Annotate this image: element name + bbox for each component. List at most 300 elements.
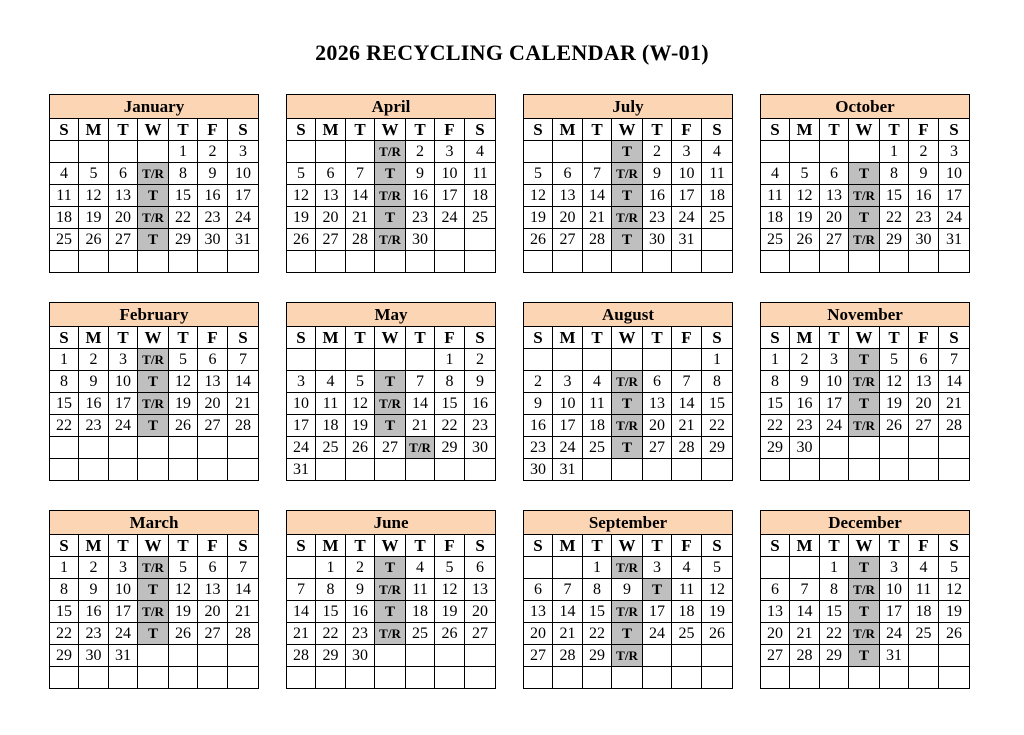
day-cell: 20 [909, 393, 939, 415]
day-cell: 14 [672, 393, 702, 415]
week-row [50, 251, 259, 273]
day-cell: 31 [228, 229, 259, 251]
day-cell: 27 [198, 415, 228, 437]
empty-cell [50, 437, 79, 459]
month-name: January [50, 95, 259, 119]
empty-cell [909, 667, 939, 689]
empty-cell [79, 437, 109, 459]
day-cell: 11 [909, 579, 939, 601]
pickup-day: T [375, 371, 406, 393]
day-cell: 27 [820, 229, 849, 251]
week-row [761, 185, 970, 207]
day-cell: 9 [612, 579, 643, 601]
empty-cell [138, 437, 169, 459]
day-cell: 8 [583, 579, 612, 601]
pickup-day: T/R [375, 579, 406, 601]
empty-cell [909, 459, 939, 481]
empty-cell [228, 667, 259, 689]
empty-cell [79, 251, 109, 273]
day-cell: 18 [761, 207, 790, 229]
day-cell: 4 [672, 557, 702, 579]
empty-cell [909, 251, 939, 273]
pickup-day: T/R [849, 229, 880, 251]
week-row [761, 371, 970, 393]
pickup-day: T/R [849, 415, 880, 437]
day-cell: 15 [880, 185, 909, 207]
month-name: September [524, 511, 733, 535]
day-cell: 29 [169, 229, 198, 251]
pickup-day: T [612, 141, 643, 163]
day-cell: 31 [553, 459, 583, 481]
empty-cell [109, 251, 138, 273]
day-cell: 22 [761, 415, 790, 437]
weekday-header: S [702, 535, 733, 557]
week-row [761, 601, 970, 623]
day-cell: 29 [316, 645, 346, 667]
weekday-header: F [198, 535, 228, 557]
month-october [760, 94, 970, 273]
empty-cell [109, 437, 138, 459]
day-cell: 30 [524, 459, 553, 481]
day-cell: 26 [880, 415, 909, 437]
empty-cell [375, 667, 406, 689]
day-cell: 30 [346, 645, 375, 667]
week-row [50, 579, 259, 601]
empty-cell [138, 645, 169, 667]
day-cell: 21 [790, 623, 820, 645]
day-cell: 21 [406, 415, 435, 437]
weekday-header: M [553, 119, 583, 141]
pickup-day: T/R [849, 185, 880, 207]
weekday-header: F [909, 119, 939, 141]
empty-cell [435, 645, 465, 667]
empty-cell [316, 349, 346, 371]
week-row [524, 251, 733, 273]
weekday-header: T [346, 327, 375, 349]
weekday-header: M [79, 327, 109, 349]
day-cell: 24 [435, 207, 465, 229]
empty-cell [553, 141, 583, 163]
empty-cell [909, 645, 939, 667]
empty-cell [849, 667, 880, 689]
day-cell: 3 [109, 349, 138, 371]
month-january [49, 94, 259, 273]
pickup-day: T [849, 601, 880, 623]
day-cell: 27 [524, 645, 553, 667]
pickup-day: T/R [612, 415, 643, 437]
pickup-day: T/R [375, 141, 406, 163]
day-cell: 11 [672, 579, 702, 601]
week-row [287, 645, 496, 667]
empty-cell [435, 251, 465, 273]
day-cell: 15 [702, 393, 733, 415]
week-row [287, 207, 496, 229]
week-row [50, 163, 259, 185]
day-cell: 1 [880, 141, 909, 163]
day-cell: 2 [524, 371, 553, 393]
month-july [523, 94, 733, 273]
day-cell: 28 [287, 645, 316, 667]
empty-cell [228, 459, 259, 481]
empty-cell [880, 459, 909, 481]
week-row [761, 229, 970, 251]
pickup-day: T [138, 415, 169, 437]
pickup-day: T [138, 229, 169, 251]
day-cell: 20 [109, 207, 138, 229]
day-cell: 28 [583, 229, 612, 251]
week-row [50, 185, 259, 207]
empty-cell [465, 251, 496, 273]
week-row [524, 185, 733, 207]
pickup-day: T/R [138, 163, 169, 185]
weekday-header: S [761, 119, 790, 141]
week-row [287, 251, 496, 273]
day-cell: 13 [198, 371, 228, 393]
weekday-header: M [316, 119, 346, 141]
pickup-day: T [849, 557, 880, 579]
pickup-day: T [138, 371, 169, 393]
weekday-header: T [109, 535, 138, 557]
day-cell: 17 [553, 415, 583, 437]
week-row [761, 623, 970, 645]
day-cell: 28 [228, 415, 259, 437]
empty-cell [287, 667, 316, 689]
empty-cell [612, 349, 643, 371]
day-cell: 26 [790, 229, 820, 251]
day-cell: 11 [316, 393, 346, 415]
day-cell: 15 [761, 393, 790, 415]
week-row [287, 349, 496, 371]
month-march [49, 510, 259, 689]
day-cell: 3 [939, 141, 970, 163]
pickup-day: T [849, 393, 880, 415]
day-cell: 1 [702, 349, 733, 371]
weekday-header: T [820, 119, 849, 141]
month-name: October [761, 95, 970, 119]
day-cell: 13 [643, 393, 672, 415]
day-cell: 20 [761, 623, 790, 645]
day-cell: 15 [583, 601, 612, 623]
day-cell: 25 [406, 623, 435, 645]
week-row [287, 623, 496, 645]
pickup-day: T [849, 207, 880, 229]
day-cell: 31 [672, 229, 702, 251]
empty-cell [169, 667, 198, 689]
day-cell: 6 [643, 371, 672, 393]
empty-cell [583, 349, 612, 371]
day-cell: 10 [553, 393, 583, 415]
day-cell: 7 [406, 371, 435, 393]
day-cell: 8 [316, 579, 346, 601]
day-cell: 13 [109, 185, 138, 207]
day-cell: 28 [228, 623, 259, 645]
day-cell: 2 [79, 557, 109, 579]
day-cell: 16 [643, 185, 672, 207]
day-cell: 13 [909, 371, 939, 393]
weekday-header: M [790, 535, 820, 557]
day-cell: 16 [346, 601, 375, 623]
empty-cell [643, 349, 672, 371]
week-row [50, 415, 259, 437]
day-cell: 19 [880, 393, 909, 415]
day-cell: 25 [761, 229, 790, 251]
empty-cell [524, 141, 553, 163]
empty-cell [465, 459, 496, 481]
day-cell: 20 [198, 601, 228, 623]
day-cell: 18 [50, 207, 79, 229]
day-cell: 10 [109, 579, 138, 601]
week-row [524, 579, 733, 601]
week-row [287, 415, 496, 437]
weekday-header: W [375, 327, 406, 349]
empty-cell [612, 667, 643, 689]
day-cell: 7 [672, 371, 702, 393]
day-cell: 21 [287, 623, 316, 645]
day-cell: 27 [109, 229, 138, 251]
day-cell: 5 [939, 557, 970, 579]
empty-cell [346, 667, 375, 689]
empty-cell [524, 349, 553, 371]
weekday-header: S [702, 119, 733, 141]
day-cell: 20 [198, 393, 228, 415]
weekday-header: M [553, 327, 583, 349]
day-cell: 29 [50, 645, 79, 667]
week-row [761, 557, 970, 579]
week-row [50, 371, 259, 393]
pickup-day: T/R [375, 185, 406, 207]
day-cell: 22 [583, 623, 612, 645]
weekday-header: S [761, 327, 790, 349]
day-cell: 25 [909, 623, 939, 645]
empty-cell [316, 667, 346, 689]
empty-cell [672, 251, 702, 273]
day-cell: 1 [435, 349, 465, 371]
day-cell: 12 [287, 185, 316, 207]
week-row [50, 557, 259, 579]
day-cell: 30 [465, 437, 496, 459]
empty-cell [672, 645, 702, 667]
day-cell: 17 [287, 415, 316, 437]
day-cell: 19 [790, 207, 820, 229]
day-cell: 6 [909, 349, 939, 371]
empty-cell [50, 141, 79, 163]
weekday-header: M [553, 535, 583, 557]
day-cell: 23 [643, 207, 672, 229]
weekday-header: T [109, 119, 138, 141]
weekday-header: F [435, 119, 465, 141]
day-cell: 27 [909, 415, 939, 437]
day-cell: 31 [939, 229, 970, 251]
pickup-day: T/R [612, 207, 643, 229]
day-cell: 2 [198, 141, 228, 163]
week-row [287, 163, 496, 185]
weekday-header: S [50, 327, 79, 349]
day-cell: 3 [643, 557, 672, 579]
empty-cell [939, 645, 970, 667]
weekday-header: W [612, 119, 643, 141]
day-cell: 20 [553, 207, 583, 229]
day-cell: 7 [790, 579, 820, 601]
day-cell: 27 [465, 623, 496, 645]
weekday-header: W [612, 535, 643, 557]
weekday-header: S [50, 535, 79, 557]
pickup-day: T [375, 415, 406, 437]
empty-cell [228, 437, 259, 459]
day-cell: 14 [346, 185, 375, 207]
day-cell: 12 [435, 579, 465, 601]
empty-cell [50, 459, 79, 481]
day-cell: 27 [761, 645, 790, 667]
weekday-header: W [138, 119, 169, 141]
day-cell: 13 [820, 185, 849, 207]
day-cell: 6 [109, 163, 138, 185]
day-cell: 2 [790, 349, 820, 371]
empty-cell [820, 459, 849, 481]
month-february [49, 302, 259, 481]
week-row [761, 459, 970, 481]
day-cell: 23 [79, 623, 109, 645]
week-row [50, 459, 259, 481]
week-row [50, 349, 259, 371]
day-cell: 5 [435, 557, 465, 579]
day-cell: 12 [346, 393, 375, 415]
empty-cell [287, 349, 316, 371]
week-row [50, 229, 259, 251]
day-cell: 12 [702, 579, 733, 601]
empty-cell [939, 459, 970, 481]
day-cell: 6 [553, 163, 583, 185]
week-row [287, 141, 496, 163]
empty-cell [524, 557, 553, 579]
empty-cell [761, 459, 790, 481]
weekday-header: S [465, 119, 496, 141]
day-cell: 18 [316, 415, 346, 437]
month-april [286, 94, 496, 273]
day-cell: 10 [435, 163, 465, 185]
empty-cell [761, 667, 790, 689]
day-cell: 9 [643, 163, 672, 185]
pickup-day: T/R [849, 371, 880, 393]
weekday-header: T [583, 327, 612, 349]
empty-cell [702, 667, 733, 689]
weekday-header: S [702, 327, 733, 349]
weekday-header: T [406, 327, 435, 349]
day-cell: 10 [109, 371, 138, 393]
month-september [523, 510, 733, 689]
pickup-day: T [849, 349, 880, 371]
empty-cell [790, 141, 820, 163]
weekday-header: S [228, 535, 259, 557]
weekday-header: T [583, 535, 612, 557]
weekday-header: S [939, 327, 970, 349]
calendar-title: 2026 RECYCLING CALENDAR (W-01) [315, 40, 709, 65]
day-cell: 28 [346, 229, 375, 251]
empty-cell [553, 349, 583, 371]
pickup-day: T/R [612, 163, 643, 185]
day-cell: 24 [672, 207, 702, 229]
day-cell: 4 [406, 557, 435, 579]
empty-cell [672, 459, 702, 481]
weekday-header: T [169, 327, 198, 349]
day-cell: 16 [909, 185, 939, 207]
empty-cell [316, 141, 346, 163]
day-cell: 17 [880, 601, 909, 623]
day-cell: 3 [228, 141, 259, 163]
weekday-header: T [406, 535, 435, 557]
day-cell: 19 [435, 601, 465, 623]
day-cell: 17 [109, 393, 138, 415]
empty-cell [198, 459, 228, 481]
day-cell: 22 [50, 415, 79, 437]
day-cell: 18 [406, 601, 435, 623]
day-cell: 18 [702, 185, 733, 207]
empty-cell [375, 459, 406, 481]
day-cell: 7 [346, 163, 375, 185]
weekday-header: F [672, 119, 702, 141]
day-cell: 19 [702, 601, 733, 623]
day-cell: 5 [524, 163, 553, 185]
day-cell: 14 [790, 601, 820, 623]
day-cell: 4 [583, 371, 612, 393]
day-cell: 24 [553, 437, 583, 459]
day-cell: 24 [109, 623, 138, 645]
pickup-day: T [612, 229, 643, 251]
day-cell: 12 [79, 185, 109, 207]
day-cell: 22 [50, 623, 79, 645]
week-row [524, 623, 733, 645]
day-cell: 23 [406, 207, 435, 229]
day-cell: 5 [169, 349, 198, 371]
day-cell: 10 [820, 371, 849, 393]
weekday-header: F [672, 535, 702, 557]
empty-cell [169, 251, 198, 273]
empty-cell [406, 645, 435, 667]
day-cell: 5 [169, 557, 198, 579]
month-name: August [524, 303, 733, 327]
pickup-day: T [612, 623, 643, 645]
weekday-header: S [939, 535, 970, 557]
day-cell: 27 [198, 623, 228, 645]
day-cell: 31 [287, 459, 316, 481]
day-cell: 26 [169, 623, 198, 645]
day-cell: 16 [524, 415, 553, 437]
day-cell: 6 [198, 349, 228, 371]
empty-cell [553, 251, 583, 273]
pickup-day: T/R [138, 601, 169, 623]
day-cell: 24 [287, 437, 316, 459]
day-cell: 22 [435, 415, 465, 437]
day-cell: 4 [909, 557, 939, 579]
day-cell: 14 [553, 601, 583, 623]
weekday-header: M [79, 119, 109, 141]
day-cell: 1 [820, 557, 849, 579]
day-cell: 15 [820, 601, 849, 623]
day-cell: 23 [79, 415, 109, 437]
day-cell: 13 [524, 601, 553, 623]
day-cell: 17 [672, 185, 702, 207]
weekday-header: F [198, 119, 228, 141]
week-row [524, 459, 733, 481]
weekday-header: S [287, 119, 316, 141]
empty-cell [50, 667, 79, 689]
weekday-header: W [138, 327, 169, 349]
day-cell: 19 [169, 601, 198, 623]
day-cell: 25 [702, 207, 733, 229]
day-cell: 27 [643, 437, 672, 459]
empty-cell [880, 437, 909, 459]
pickup-day: T [375, 207, 406, 229]
day-cell: 3 [820, 349, 849, 371]
